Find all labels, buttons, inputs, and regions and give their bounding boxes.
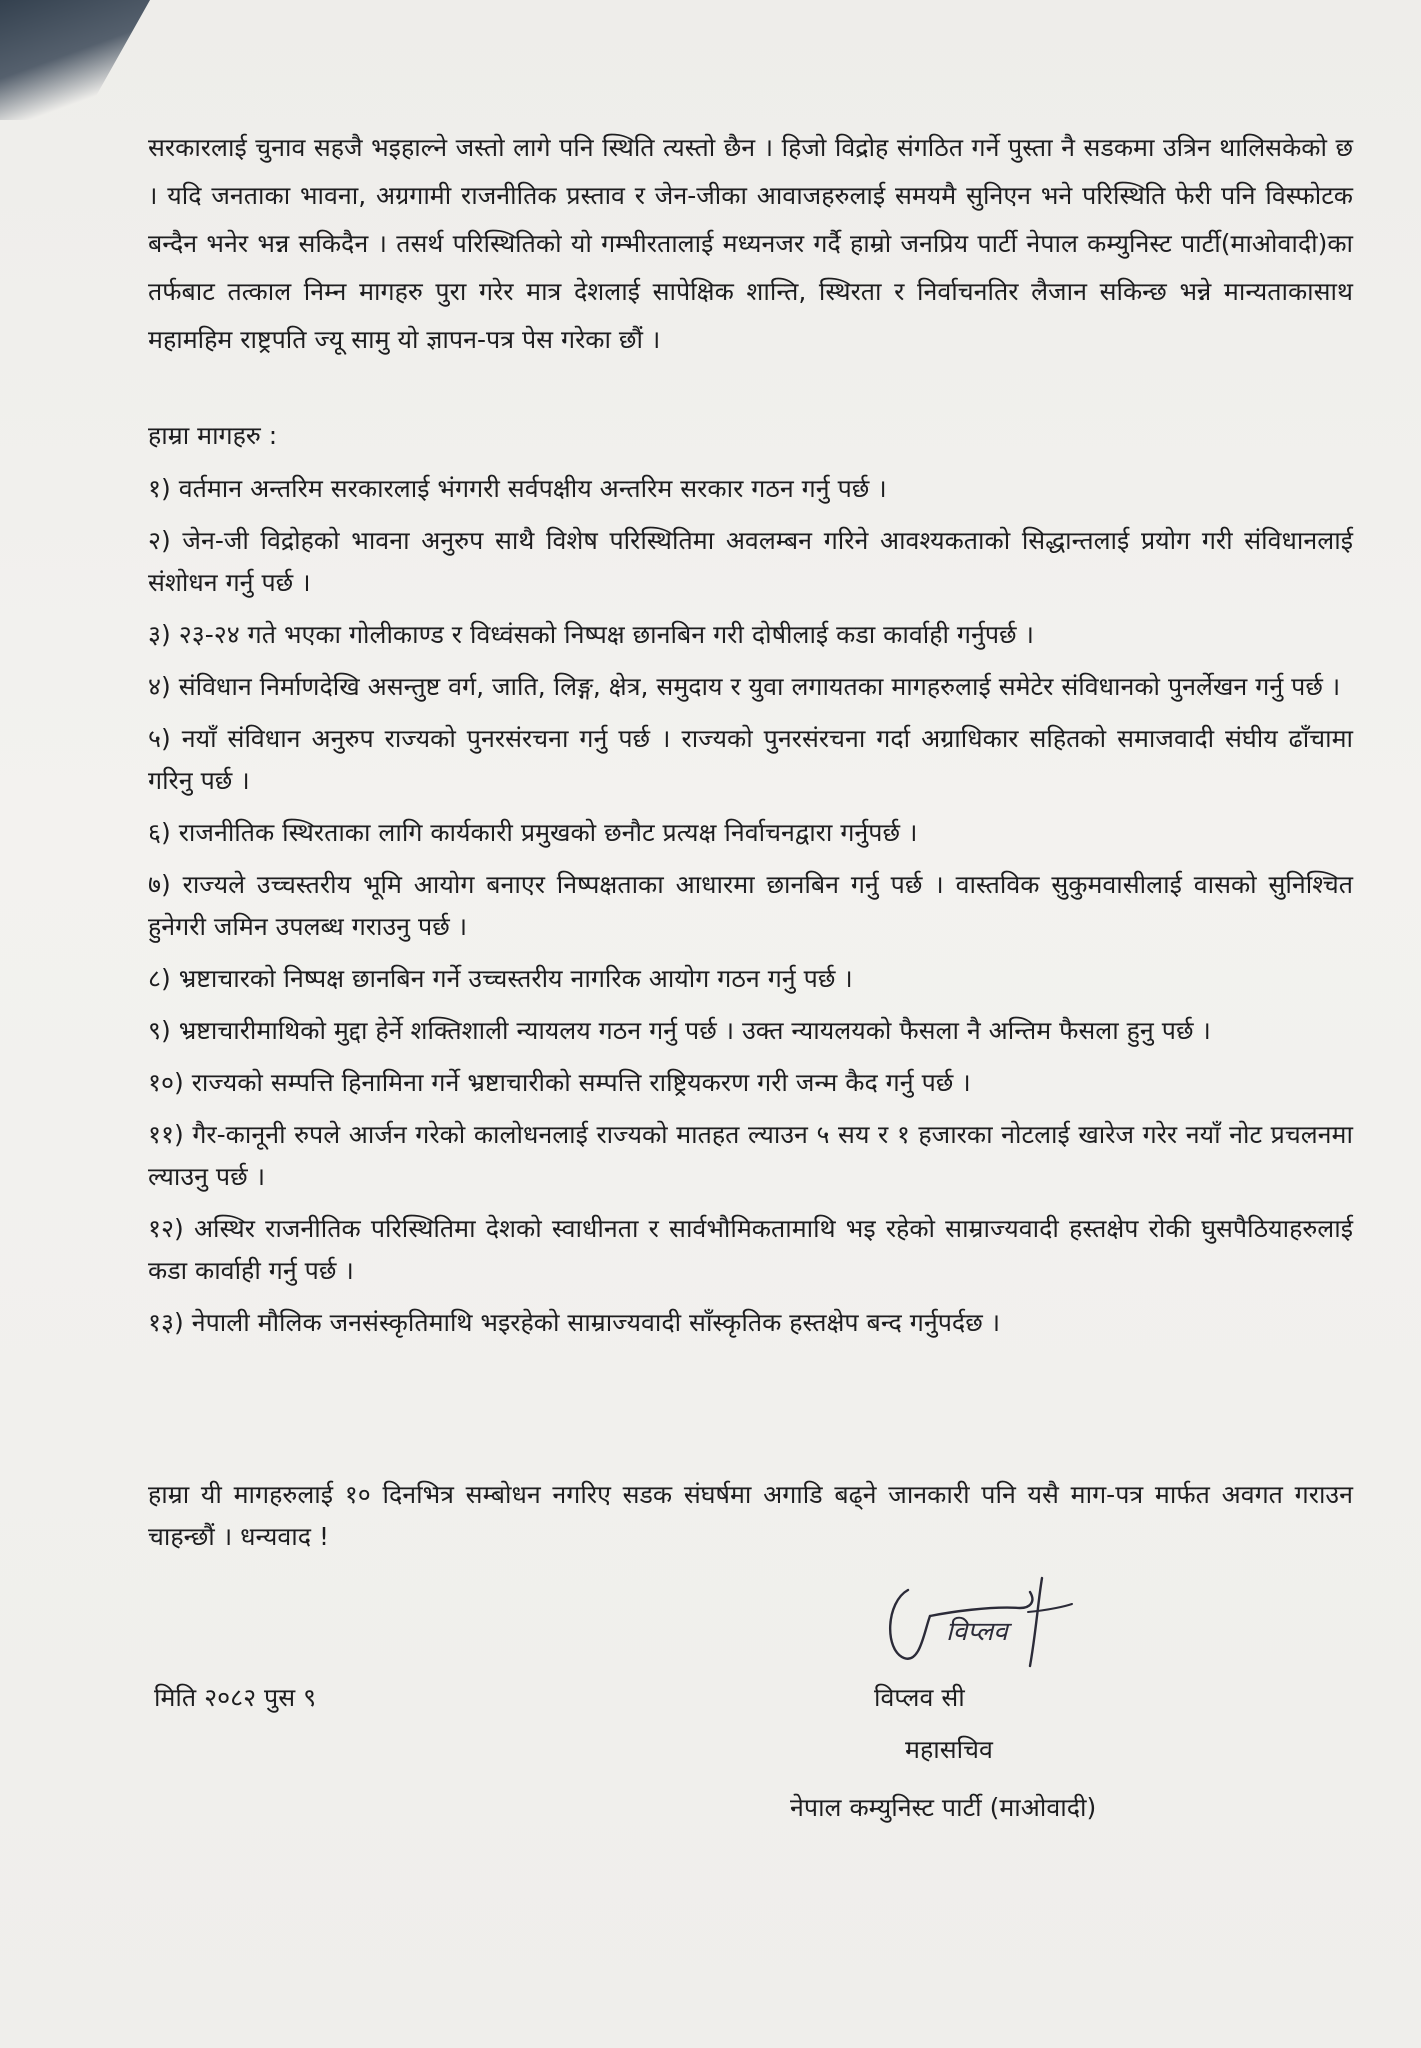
demands-heading: हाम्रा मागहरु : xyxy=(148,421,278,450)
signature-script: विप्लव xyxy=(946,1617,1008,1647)
demand-item: २) जेन-जी विद्रोहको भावना अनुरुप साथै विशेष परिस्थितिमा अवलम्बन गरिने आवश्यकताको सिद्धान्तलाई प्रयोग गरी संविधानलाई संशोधन गर्नु पर्छ । xyxy=(148,526,1353,597)
demand-item: ३) २३-२४ गते भएका गोलीकाण्ड र विध्वंसको निष्पक्ष छानबिन गरी दोषीलाई कडा कार्वाही गर्नुपर्छ । xyxy=(148,620,1034,649)
handwritten-signature xyxy=(880,1572,1080,1672)
signatory-organization: नेपाल कम्युनिस्ट पार्टी (माओवादी) xyxy=(790,1793,1097,1822)
demand-item: ९) भ्रष्टाचारीमाथिको मुद्दा हेर्ने शक्तिशाली न्यायलय गठन गर्नु पर्छ । उक्त न्यायलयको फैसला नै अन्तिम फैसला हुनु पर्छ । xyxy=(148,1016,1211,1045)
demand-item: १) वर्तमान अन्तरिम सरकारलाई भंगगरी सर्वपक्षीय अन्तरिम सरकार गठन गर्नु पर्छ । xyxy=(148,474,887,503)
photo-corner-shadow xyxy=(0,0,150,120)
demand-item: १३) नेपाली मौलिक जनसंस्कृतिमाथि भइरहेको साम्राज्यवादी साँस्कृतिक हस्तक्षेप बन्द गर्नुपर्दछ । xyxy=(148,1308,1001,1337)
demand-item: ११) गैर-कानूनी रुपले आर्जन गरेको कालोधनलाई राज्यको मातहत ल्याउन ५ सय र १ हजारका नोटलाई खारेज गरेर नयाँ नोट प्रचलनमा ल्याउनु पर्छ । xyxy=(148,1120,1353,1191)
demand-item: ७) राज्यले उच्चस्तरीय भूमि आयोग बनाएर निष्पक्षताका आधारमा छानबिन गर्नु पर्छ । वास्तविक सुकुमवासीलाई वासको सुनिश्चित हुनेगरी जमिन उपलब्ध गराउनु पर्छ । xyxy=(148,870,1353,941)
signatory-title: महासचिव xyxy=(905,1735,993,1764)
demand-item: १०) राज्यको सम्पत्ति हिनामिना गर्ने भ्रष्टाचारीको सम्पत्ति राष्ट्रियकरण गरी जन्म कैद गर्नु पर्छ । xyxy=(148,1068,971,1097)
document-date: मिति २०८२ पुस ९ xyxy=(154,1683,317,1712)
demand-item: ८) भ्रष्टाचारको निष्पक्ष छानबिन गर्ने उच्चस्तरीय नागरिक आयोग गठन गर्नु पर्छ । xyxy=(148,964,853,993)
intro-paragraph: सरकारलाई चुनाव सहजै भइहाल्ने जस्तो लागे पनि स्थिति त्यस्तो छैन । हिजो विद्रोह संगठित गर्ने पुस्ता नै सडकमा उत्रिन थालिसकेको छ । यदि जनताका भावना, अग्रगामी राजनीतिक प्रस्ताव र जेन-जीका आवाजहरुलाई समयमै सुनिएन भने परिस्थिति फेरी पनि विस्फोटक बन्दैन भनेर भन्न सकिदैन । तसर्थ परिस्थितिको यो गम्भीरतालाई मध्यनजर गर्दै हाम्रो जनप्रिय पार्टी नेपाल कम्युनिस्ट पार्टी(माओवादी)का तर्फबाट तत्काल निम्न मागहरु पुरा गरेर मात्र देशलाई सापेक्षिक शान्ति, स्थिरता र निर्वाचनतिर लैजान सकिन्छ भन्ने मान्यताकासाथ महामहिम राष्ट्रपति ज्यू सामु यो ज्ञापन-पत्र पेस गरेका छौं । xyxy=(148,133,1353,354)
signatory-name: विप्लव सी xyxy=(874,1683,965,1712)
closing-paragraph: हाम्रा यी मागहरुलाई १० दिनभित्र सम्बोधन नगरिए सडक संघर्षमा अगाडि बढ्ने जानकारी पनि यसै माग-पत्र मार्फत अवगत गराउन चाहन्छौं । धन्यवाद ! xyxy=(148,1480,1353,1551)
demand-item: ६) राजनीतिक स्थिरताका लागि कार्यकारी प्रमुखको छनौट प्रत्यक्ष निर्वाचनद्वारा गर्नुपर्छ । xyxy=(148,818,918,847)
demands-list xyxy=(148,468,1353,1354)
demand-item: १२) अस्थिर राजनीतिक परिस्थितिमा देशको स्वाधीनता र सार्वभौमिकतामाथि भइ रहेको साम्राज्यवादी हस्तक्षेप रोकी घुसपैठियाहरुलाई कडा कार्वाही गर्नु पर्छ । xyxy=(148,1214,1353,1285)
demand-item: ५) नयाँ संविधान अनुरुप राज्यको पुनरसंरचना गर्नु पर्छ । राज्यको पुनरसंरचना गर्दा अग्राधिकार सहितको समाजवादी संघीय ढाँचामा गरिनु पर्छ । xyxy=(148,724,1353,795)
demand-item: ४) संविधान निर्माणदेखि असन्तुष्ट वर्ग, जाति, लिङ्ग, क्षेत्र, समुदाय र युवा लगायतका मागहरुलाई समेटेर संविधानको पुनर्लेखन गर्नु पर्छ । xyxy=(148,672,1341,701)
